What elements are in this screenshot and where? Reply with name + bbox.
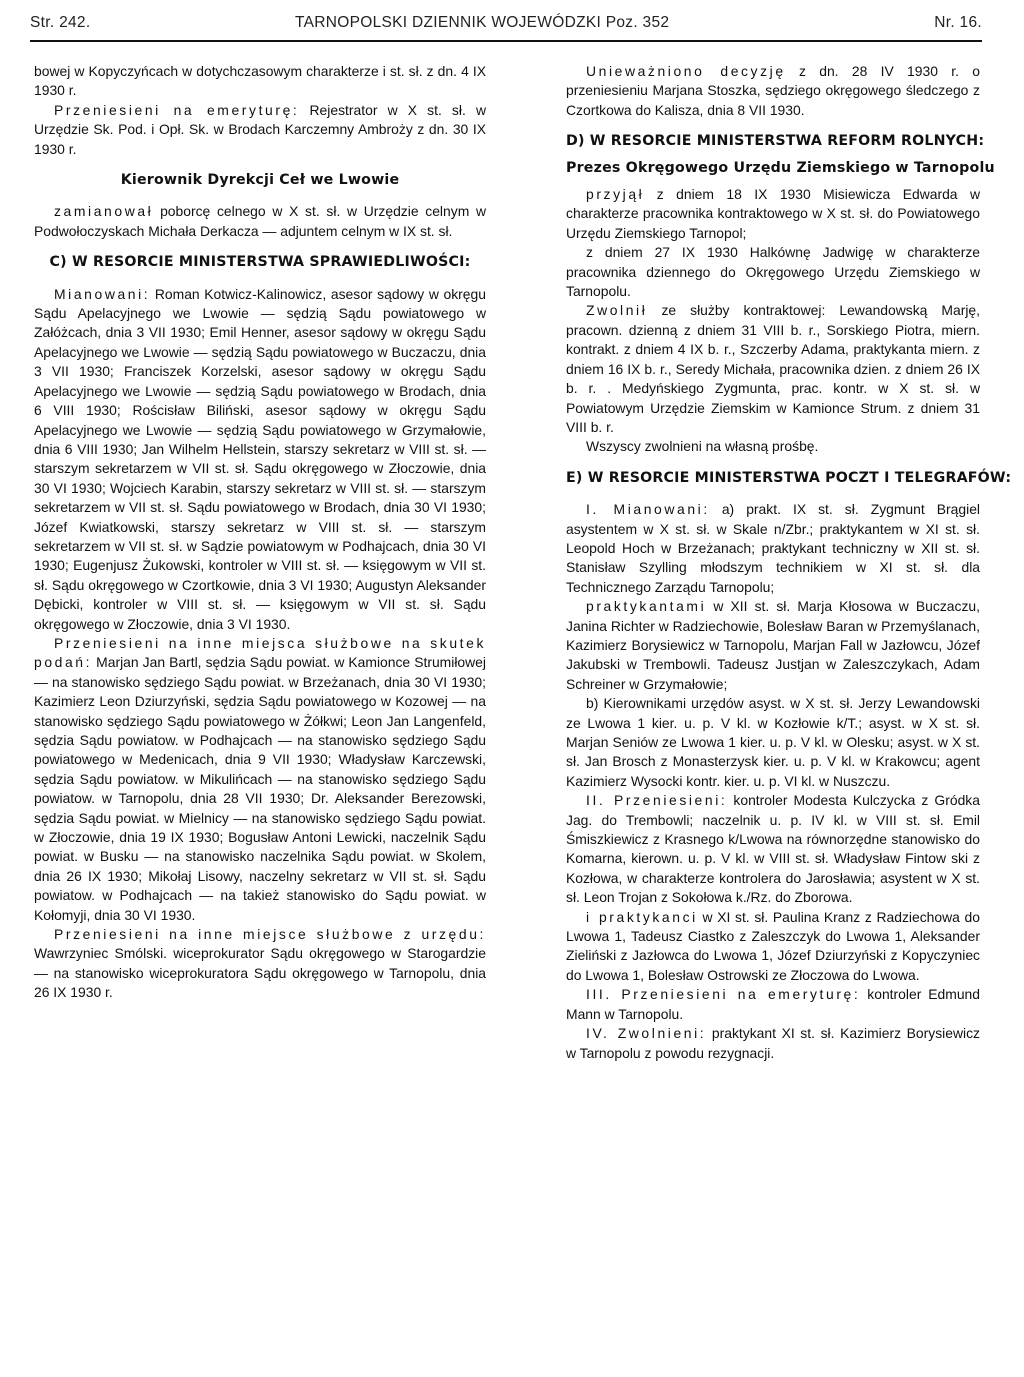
paragraph-hired bbox=[566, 185, 980, 243]
lead-trainees-transferred: i praktykanci bbox=[586, 908, 698, 925]
paragraph-posts-appointed bbox=[566, 500, 980, 597]
paragraph-trainees bbox=[566, 597, 980, 694]
paragraph-trainees-transferred bbox=[566, 908, 980, 986]
page-header bbox=[30, 14, 982, 38]
heading-customs-director: Kierownik Dyrekcji Ceł we Lwowie bbox=[120, 172, 400, 189]
paragraph-trainees-text: w XII st. sł. Marja Kłosowa w Buczaczu, Janina Richter w Radziechowie, Bolesław Baran w Przemyślanach, Kazimierz Borysiewicz w Tarnopolu, Marjan Fall w Jazłowcu, Józef Jakubski w Trembowli. Tadeusz Justjan w Zaleszczykach, Adam Schreiner w Grzymałowie; bbox=[566, 598, 980, 692]
paragraph-transferred-official-text: Wawrzyniec Smólski. wiceprokurator Sądu okręgowego w Starogardzie — na stanowisko wiceprokuratora Sądu okręgowego w Tarnopolu, dnia 26 IX 1930 r. bbox=[34, 945, 486, 1001]
lead-transferred-official: Przeniesieni na inne miejsce służbowe z urzędu: bbox=[54, 926, 486, 943]
paragraph-justice-appointed bbox=[34, 285, 486, 634]
paragraph-trainees-transferred-text: w XI st. sł. Paulina Kranz z Radziechowa do Lwowa 1, Tadeusz Ciastko z Zaleszczyk do Lwowa 1, Aleksander Zieliński z Jazłowca do Lwowa 1, Józef Dziurzyński z Kopyczyniec do Lwowa 1, Bolesław Ostrowski ze Złoczowa do Lwowa. bbox=[566, 908, 981, 983]
paragraph-hired-text: z dniem 18 IX 1930 Misiewicza Edwarda w charakterze pracownika kontraktowego w X st. sł. do Powiatowego Urzędu Ziemskiego Tarnopol; bbox=[566, 186, 980, 241]
lead-posts-retired: III. Przeniesieni na emeryturę: bbox=[586, 986, 861, 1003]
paragraph-posts-dismissed bbox=[566, 1024, 980, 1063]
paragraph-retired bbox=[34, 101, 486, 159]
paragraph-transferred-request bbox=[34, 634, 486, 925]
paragraph-own-request: Wszyscy zwolnieni na własną prośbę. bbox=[586, 438, 819, 455]
paragraph-transferred-request-text: Marjan Jan Bartl, sędzia Sądu powiat. w Kamionce Strumiłowej — na stanowisko sędziego Sądu powiat. w Brzeżanach, dnia 30 VI 1930; Kazimierz Leon Dziurzyński, sędzia Sądu powiatowego w Kozowej — na stanowisko sędziego Sądu powiatowego w Żółkwi; Leon Jan Langenfeld, sędzia Sądu powiatow. w Podhajcach — na stanowisko sędziego Sądu powiatowego w Medenicach, dnia 9 VII 1930; Władysław Karczewski, sędzia Sądu powiatow. w Mikulińcach — na stanowisko sędziego Sądu powiatow. w Tarnopolu, dnia 28 VII 1930; Dr. Aleksander Berezowski, sędzia Sądu powiat. w Mielnicy — na stanowisko sędziego Sądu powiat. w Złoczowie, dnia 19 IX 1930; Bogusław Antoni Lewicki, naczelnik Sądu powiat. w Busku — na stanowisko naczelnika Sądu powiat. w Skolem, dnia 26 IX 1930; Mikołaj Lisowy, naczelny sekretarz w VII st. sł. Sądu powiatow. w Podhajcach — na takież stanowisko do Sądu powiat. w Kołomyji, dnia 30 VI 1930. bbox=[34, 654, 486, 923]
lead-dismissed: Zwolnił bbox=[586, 302, 648, 319]
left-column bbox=[34, 62, 486, 1003]
paragraph-appointed-customs bbox=[34, 202, 486, 241]
lead-transferred-request: Przeniesieni na inne miejsca służbowe na skutek podań: bbox=[34, 634, 486, 671]
header-rule bbox=[30, 40, 982, 42]
lead-trainees: praktykantami bbox=[586, 598, 707, 615]
lead-annulled: Unieważniono decyzję bbox=[586, 63, 786, 79]
lead-posts-appointed: I. Mianowani: bbox=[586, 501, 710, 518]
paragraph-posts-retired bbox=[566, 985, 980, 1024]
heading-posts-telegraphs: E) W RESORCIE MINISTERSTWA POCZT I TELEGRAFÓW: bbox=[566, 469, 1012, 486]
paragraph-appointed-customs-text: poborcę celnego w X st. sł. w Urzędzie celnym w Podwołoczyskach Michała Derkacza — adjuntem celnym w IX st. sł. bbox=[34, 203, 486, 239]
right-column bbox=[566, 62, 1012, 1063]
paragraph-transferred-official bbox=[34, 925, 486, 1003]
lead-hired: przyjął bbox=[586, 186, 645, 203]
paragraph-hired-daily: z dniem 27 IX 1930 Halkównę Jadwigę w charakterze pracownika dziennego do Okręgowego Urzędu Ziemskiego w Tarnopolu. bbox=[566, 244, 980, 300]
page-number: Str. 242. bbox=[30, 14, 91, 31]
paragraph-dismissed bbox=[566, 301, 980, 437]
paragraph-dismissed-text: ze służby kontraktowej: Lewandowską Marję, pracown. dzienną z dniem 31 VIII b. r., Sorskiego Piotra, miern. kontrakt. z dniem 4 IX b. r., Szczerby Adama, praktykanta miern. z dniem 16 IX b. r., Seredy Michała, pracownika dzien. z dniem 26 IX b. r. . Medyńskiego Zygmunta, prac. kontr. w X st. sł. w Powiatowym Urzędzie Ziemskim w Kamionce Strum. z dniem 31 VIII b. r. bbox=[566, 302, 980, 435]
paragraph-posts-transferred-text: kontroler Modesta Kulczycka z Gródka Jag. do Trembowli; naczelnik u. p. IV kl. w VIII st. sł. Emil Śmiszkiewicz z Krasnego k/Lwowa na równorzędne stanowisko do Komarna, kierown. u. p. V kl. w VIII st. sł. Władysław Fintow ski z Kozłowa, w charakterze kontrolera do Jarosławia; asystent w X st. sł. Leon Trojan z Sokołowa k./Rz. do Zborowa. bbox=[566, 792, 980, 906]
lead-retired: Przeniesieni na emeryturę: bbox=[54, 101, 300, 118]
paragraph-continuation: bowej w Kopyczyńcach w dotychczasowym charakterze i st. sł. z dn. 4 IX 1930 r. bbox=[34, 63, 486, 99]
lead-posts-transferred: II. Przeniesieni: bbox=[586, 792, 728, 809]
lead-justice-appointed: Mianowani: bbox=[54, 285, 151, 302]
heading-agrarian-reform: D) W RESORCIE MINISTERSTWA REFORM ROLNYCH: bbox=[566, 133, 985, 150]
heading-justice-ministry: C) W RESORCIE MINISTERSTWA SPRAWIEDLIWOŚCI: bbox=[49, 254, 471, 271]
paragraph-posts-dismissed-text: praktykant XI st. sł. Kazimierz Borysiewicz w Tarnopolu z powodu rezygnacji. bbox=[566, 1025, 980, 1061]
paragraph-office-managers: b) Kierownikami urzędów asyst. w X st. sł. Jerzy Lewandowski ze Lwowa 1 kier. u. p. V kl. w Kozłowie k/T.; asyst. w X st. sł. Marjan Seniów ze Lwowa 1 kier. u. p. V kl. w Olesku; asyst. w X st. sł. Jan Brosch z Monasterzysk kier. u. p. V kl. w Krakowcu; agent Kazimierz Wysocki kontr. kier. u. p. VI kl. w Nuszczu. bbox=[566, 695, 980, 789]
lead-appointed: zamianował bbox=[54, 203, 154, 220]
paragraph-justice-appointed-text: Roman Kotwicz-Kalinowicz, asesor sądowy w okręgu Sądu Apelacyjnego we Lwowie — sędzią Sądu powiatowego w Załóżcach, dnia 3 VII 1930; Emil Henner, asesor sądowy w okręgu Sądu Apelacyjnego we Lwowie — sędzią Sądu powiatowego w Buczaczu, dnia 3 VII 1930; Franciszek Korzelski, asesor sądowy w okręgu Sądu Apelacyjnego we Lwowie — sędzią Sądu powiatowego w Brodach, dnia 6 VIII 1930; Rościsław Biliński, asesor sądowy w okręgu Sądu Apelacyjnego we Lwowie — sędzią Sądu powiatowego w Grzymałowie, dnia 6 VIII 1930; Jan Wilhelm Hellstein, starszy sekretarz w VIII st. sł. — starszym sekretarzem w VII st. sł. Sądu okręgowego w Złoczowie, dnia 30 VI 1930; Wojciech Karabin, starszy sekretarz w VIII st. sł. — starszym sekretarzem w VII st. sł. Sądu powiatowego w Brodach, dnia 30 VI 1930; Józef Kwiatkowski, starszy sekretarz w VIII st. sł. — starszym sekretarzem w VII st. sł. w Sądzie powiatowym w Podhajcach, dnia 30 VI 1930; Eugenjusz Żukowski, kontroler w VIII st. sł. — księgowym w VII st. sł. Sądu okręgowego w Czortkowie, dnia 3 VI 1930; Augustyn Aleksander Dębicki, kontroler w VIII st. sł. — księgowym w VII st. sł. Sądu okręgowego w Złoczowie, dnia 3 VI 1930. bbox=[34, 285, 486, 632]
paragraph-posts-transferred bbox=[566, 791, 980, 907]
lead-posts-dismissed: IV. Zwolnieni: bbox=[586, 1025, 707, 1042]
paragraph-annulled-text: z dn. 28 IV 1930 r. o przeniesieniu Marjana Stoszka, sędziego okręgowego śledczego z Czortkowa do Kalisza, dnia 8 VII 1930. bbox=[566, 63, 980, 118]
paragraph-posts-retired-text: kontroler Edmund Mann w Tarnopolu. bbox=[566, 986, 980, 1022]
publication-title: TARNOPOLSKI DZIENNIK WOJEWÓDZKI Poz. 352 bbox=[295, 14, 670, 31]
paragraph-annulled bbox=[566, 62, 980, 120]
heading-land-office-president: Prezes Okręgowego Urzędu Ziemskiego w Tarnopolu bbox=[566, 159, 995, 176]
paragraph-retired-text: Rejestrator w X st. sł. w Urzędzie Sk. Pod. i Opł. Sk. w Brodach Karczemny Ambroży z dn. 30 IX 1930 r. bbox=[34, 101, 486, 157]
issue-number: Nr. 16. bbox=[934, 14, 982, 31]
paragraph-posts-appointed-text: a) prakt. IX st. sł. Zygmunt Brągiel asystentem w X st. sł. w Skale n/Zbr.; praktykantem w XI st. sł. Leopold Hoch w Brzeżanach; praktykant techniczny w XII st. sł. Stanisław Szylling młodszym technikiem w XI st. sł. dla Technicznego Zarządu Tarnopolu; bbox=[566, 501, 981, 595]
